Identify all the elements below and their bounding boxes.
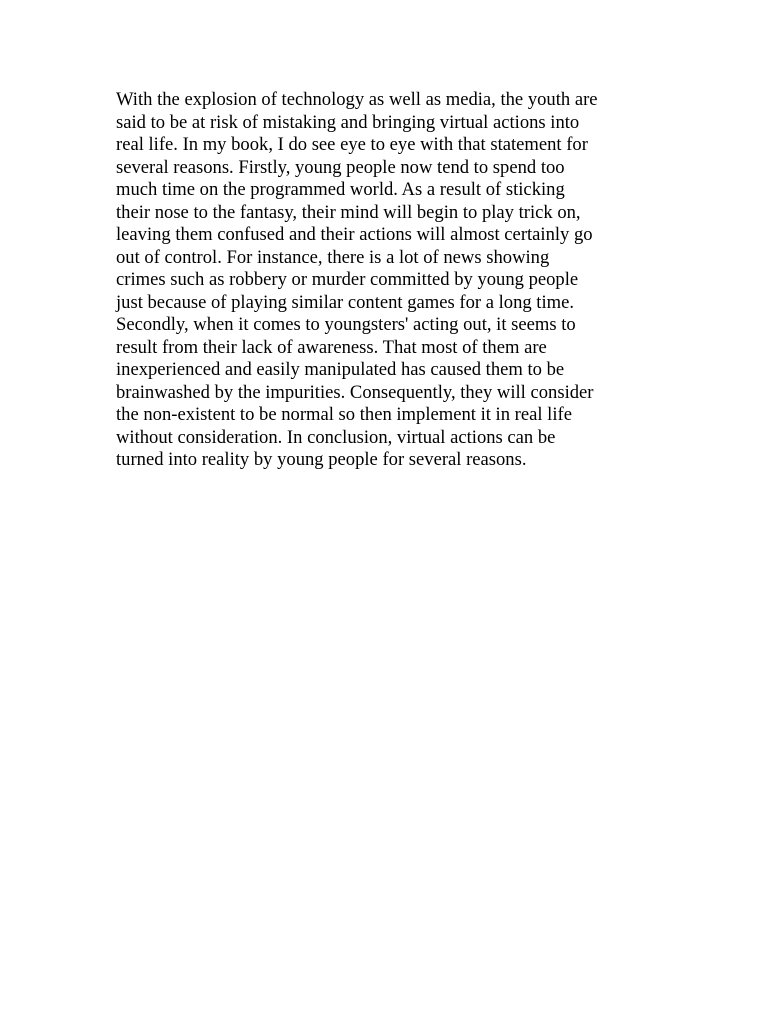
essay-paragraph: With the explosion of technology as well as media, the youth are said to be at risk of mistaking and bringing virtual actions into real life. In my book, I do see eye to eye with that statement for several reasons. Firstly, young people now tend to spend too much time on the programmed world. As a result of sticking their nose to the fantasy, their mind will begin to play trick on, leaving them confused and their actions will almost certainly go out of control. For instance, there is a lot of news showing crimes such as robbery or murder committed by young people just because of playing similar content games for a long time. Secondly, when it comes to youngsters' acting out, it seems to result from their lack of awareness. That most of them are inexperienced and easily manipulated has caused them to be brainwashed by the impurities. Consequently, they will consider the non-existent to be normal so then implement it in real life without consideration. In conclusion, virtual actions can be turned into reality by young people for several reasons. <box>116 89 598 470</box>
